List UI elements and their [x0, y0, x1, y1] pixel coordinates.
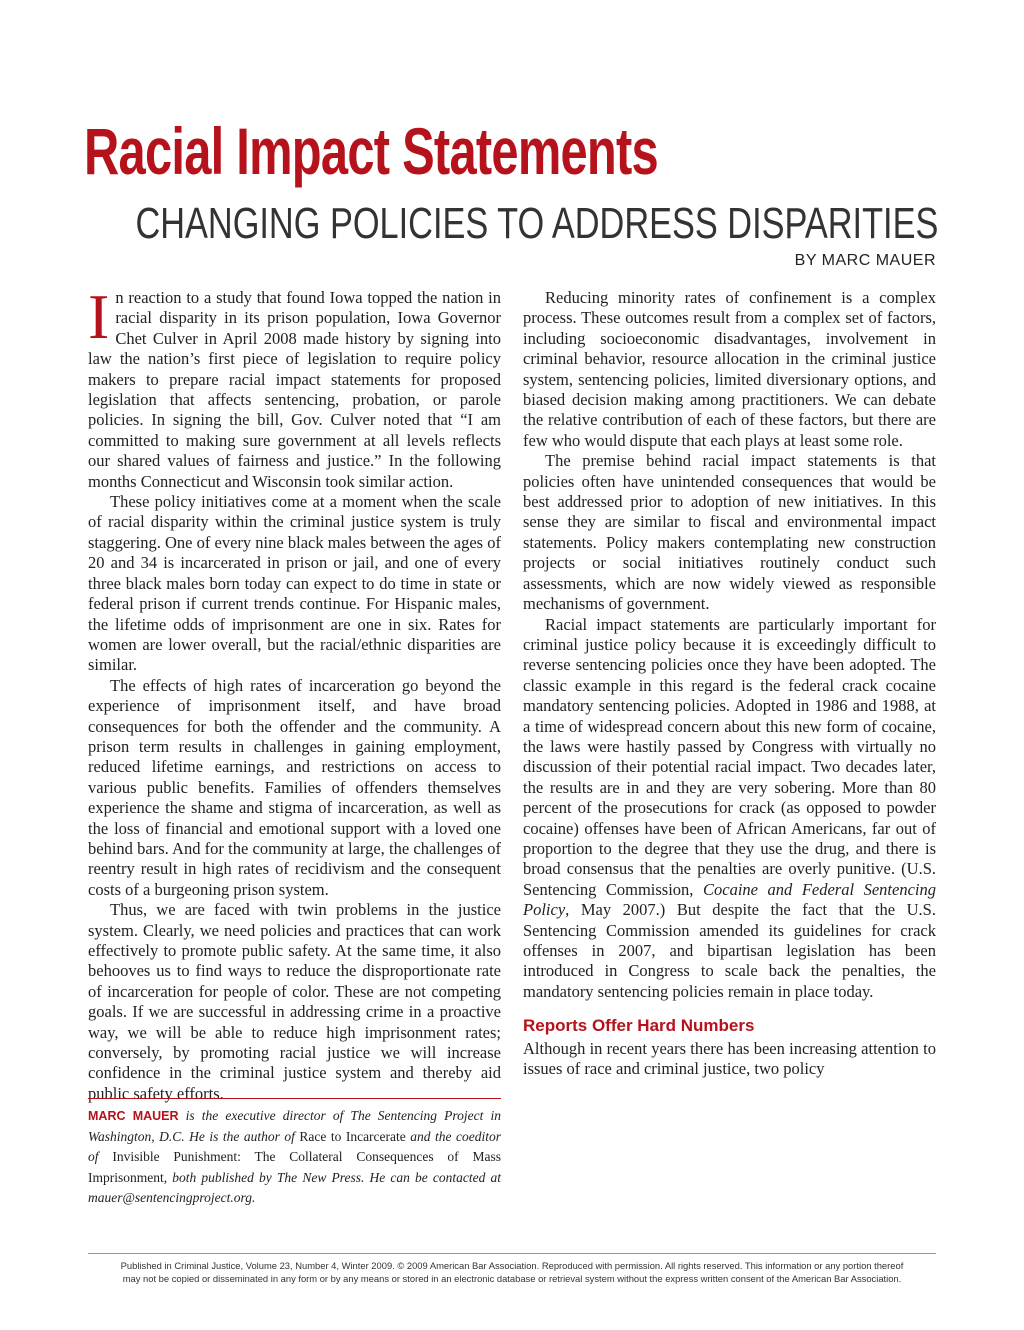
bio-text-3: , both published by The New Press. He can be contacted at mauer@sentencingproject.org. [88, 1169, 501, 1205]
paragraph-4: Thus, we are faced with twin problems in the justice system. Clearly, we need policies and practices that can work effectively to promote public safety. At the same time, it also behooves us to find ways to reduce the disproportionate rate of incarceration for people of color. These are not competing goals. If we are successful in addressing crime in a proactive way, we will be able to reduce high imprisonment rates; conversely, by promoting racial justice we will increase confidence in the criminal justice system and thereby aid public safety efforts. [88, 900, 501, 1103]
paragraph-3: The effects of high rates of incarceration go beyond the experience of imprisonment itself, and have broad consequences for both the offender and the community. A prison term results in challenges in gaining employment, reduced lifetime earnings, and restrictions on access to various public benefits. Families of offenders themselves experience the shame and stigma of incarceration, as well as the loss of financial and emotional support with a loved one behind bars. And for the community at large, the challenges of reentry result in high rates of recidivism and the consequent costs of a burgeoning prison system. [88, 675, 501, 899]
footer-line-2: may not be copied or disseminated in any form or by any means or stored in an electronic database or retrieval system without the express written consent of the American Bar Association. [122, 1273, 902, 1284]
paragraph-1-text: n reaction to a study that found Iowa topped the nation in racial disparity in its prison population, Iowa Governor Chet Culver in April 2008 made history by signing into law the nation’s first piece of legislation to require policy makers to prepare racial impact statements for proposed legislation that affects sentencing, probation, or parole policies. In signing the bill, Gov. Culver noted that “I am committed to making sure government at all levels reflects our shared values of fairness and justice.” In the following months Connecticut and Wisconsin took similar action. [88, 288, 501, 491]
footer-divider [88, 1253, 936, 1254]
author-bio [88, 1106, 501, 1209]
bio-book-2: Invisible Punishment: The Collateral Consequences of Mass Imprisonment [88, 1149, 501, 1185]
paragraph-7-text-b: , May 2007.) But despite the fact that the U.S. Sentencing Commission amended its guidelines for crack offenses in 2007, and bipartisan legislation has been introduced in Congress to scale back the penalties, the mandatory sentencing policies remain in place today. [523, 900, 936, 1001]
column-left [88, 281, 501, 1104]
bio-text-2: and the coeditor of [88, 1128, 502, 1164]
paragraph-7 [523, 615, 936, 1003]
paragraph-8: Although in recent years there has been increasing attention to issues of race and criminal justice, two policy [523, 1038, 936, 1079]
citation-title: Cocaine and Federal Sentencing Policy [523, 879, 937, 920]
bio-author-name: MARC MAUER [88, 1109, 179, 1123]
article-subtitle: CHANGING POLICIES TO ADDRESS DISPARITIES [135, 199, 938, 248]
paragraph-6: The premise behind racial impact statements is that policies often have unintended consequences that would be best addressed prior to adoption of new initiatives. In this sense they are similar to fiscal and environmental impact statements. Policy makers contemplating new construction projects or social initiatives routinely conduct such assessments, which are now widely viewed as responsible mechanisms of government. [523, 451, 936, 614]
article-title: Racial Impact Statements [84, 114, 658, 188]
drop-cap: I [88, 281, 110, 352]
paragraph-2: These policy initiatives come at a moment when the scale of racial disparity within the criminal justice system is truly staggering. One of every nine black males between the ages of 20 and 34 is incarcerated in prison or jail, and one of every three black males born today can expect to do time in state or federal prison if current trends continue. For Hispanic males, the lifetime odds of imprisonment are one in six. Rates for women are lower overall, but the racial/ethnic disparities are similar. [88, 492, 501, 675]
bio-text-1: is the executive director of The Sentencing Project in Washington, D.C. He is the author of [88, 1108, 501, 1144]
column-right [523, 288, 936, 1079]
copyright-footer [88, 1259, 936, 1285]
bio-book-1: Race to Incarcerate [299, 1128, 406, 1144]
paragraph-1 [88, 281, 501, 492]
bio-divider [88, 1098, 501, 1099]
section-heading: Reports Offer Hard Numbers [523, 1016, 755, 1036]
footer-line-1: Published in Criminal Justice, Volume 23, Number 4, Winter 2009. © 2009 American Bar Association. Reproduced with permission. All rights reserved. This information or any portion thereof [120, 1260, 904, 1271]
paragraph-7-text-a: Racial impact statements are particularly important for criminal justice policy because it is exceedingly difficult to reverse sentencing policies once they have been adopted. The classic example in this regard is the federal crack cocaine mandatory sentencing policies. Adopted in 1986 and 1988, at a time of widespread concern about this new form of cocaine, the laws were hastily passed by Congress with virtually no discussion of their potential racial impact. Two decades later, the results are in and they are very sobering. More than 80 percent of the prosecutions for crack (as opposed to powder cocaine) offenses have been of African Americans, far out of proportion to the degree that they use the drug, and there is broad consensus that the penalties are overly punitive. (U.S. Sentencing Commission, [523, 614, 936, 899]
byline: BY MARC MAUER [794, 252, 936, 269]
paragraph-5: Reducing minority rates of confinement is a complex process. These outcomes result from a complex set of factors, including socioeconomic disadvantages, involvement in criminal behavior, resource allocation in the criminal justice system, sentencing policies, limited diversionary options, and biased decision making among practitioners. We can debate the relative contribution of each of these factors, but there are few who would dispute that each plays at least some role. [523, 288, 936, 450]
